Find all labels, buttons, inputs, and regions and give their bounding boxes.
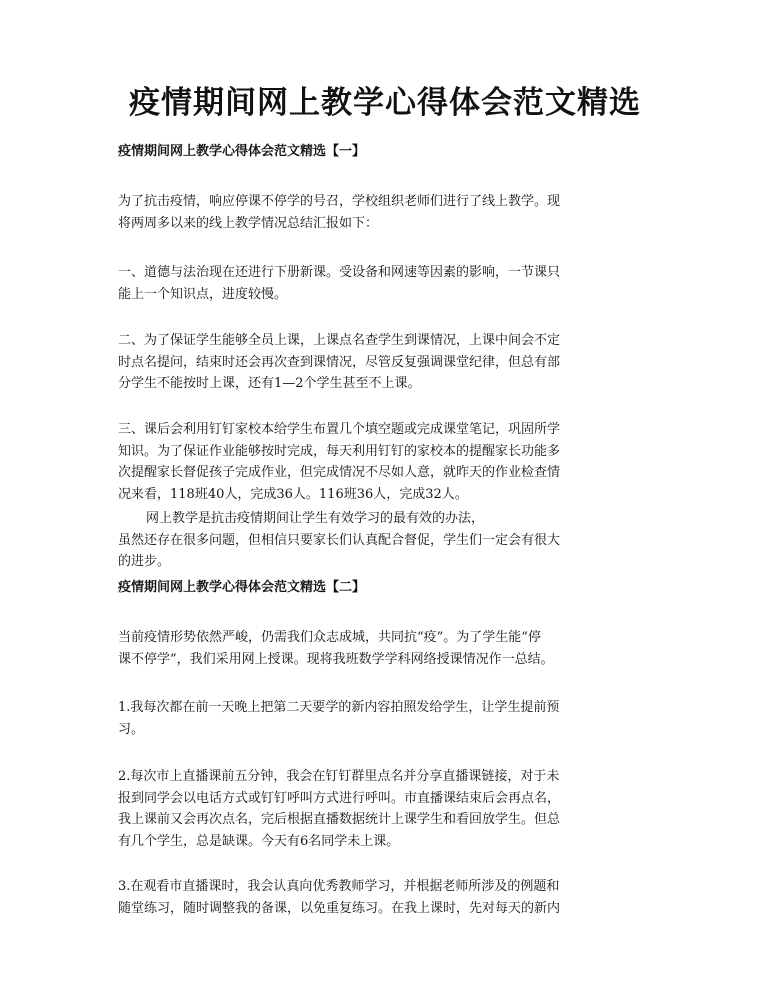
- section-heading-1: 疫情期间网上教学心得体会范文精选【一】: [118, 144, 366, 159]
- paragraph: [118, 876, 652, 919]
- text-line: 有几个学生，总是缺课。今天有6名同学未上课。: [118, 833, 400, 849]
- section-heading-2: 疫情期间网上教学心得体会范文精选【二】: [118, 580, 366, 595]
- paragraph: [118, 627, 652, 670]
- text-line: 习。: [118, 721, 145, 737]
- text-line: 时点名提问，结束时还会再次查到课情况，尽管反复强调课堂纪律，但总有部: [118, 354, 561, 370]
- text-line: 2.每次市上直播课前五分钟，我会在钉钉群里点名并分享直播课链接，对于未: [118, 769, 560, 784]
- text-line: 将两周多以来的线上教学情况总结汇报如下：: [118, 215, 379, 231]
- paragraph: [118, 508, 652, 573]
- paragraph: [118, 191, 652, 234]
- text-line: 3.在观看市直播课时，我会认真向优秀教师学习，并根据老师所涉及的例题和: [118, 879, 560, 894]
- document-title: 疫情期间网上教学心得体会范文精选: [129, 85, 641, 121]
- text-line: 况来看，118班40人，完成36人。116班36人，完成32人。: [118, 486, 468, 502]
- text-line: 当前疫情形势依然严峻，仍需我们众志成城，共同抗“疫”。为了学生能“停: [118, 630, 541, 645]
- paragraph: [118, 330, 652, 395]
- text-line: 能上一个知识点，进度较慢。: [118, 286, 288, 302]
- paragraph: [118, 766, 652, 852]
- text-line: 网上教学是抗击疫情期间让学生有效学习的最有效的办法，: [146, 511, 485, 526]
- text-line: 知识。为了保证作业能够按时完成，每天利用钉钉的家校本的提醒家长功能多: [118, 443, 561, 459]
- text-line: 次提醒家长督促孩子完成作业，但完成情况不尽如人意，就昨天的作业检查情: [118, 465, 561, 480]
- paragraph: [118, 697, 652, 740]
- text-line: 的进步。: [118, 554, 171, 569]
- text-line: 二、为了保证学生能够全员上课，上课点名查学生到课情况，上课中间会不定: [118, 333, 561, 348]
- text-line: 1.我每次都在前一天晚上把第二天要学的新内容拍照发给学生，让学生提前预: [118, 700, 560, 715]
- text-line: 三、课后会利用钉钉家校本给学生布置几个填空题或完成课堂笔记，巩固所学: [118, 422, 561, 437]
- text-line: 一、道德与法治现在还进行下册新课。受设备和网速等因素的影响，一节课只: [118, 265, 561, 280]
- paragraph: [118, 262, 652, 305]
- text-line: 分学生不能按时上课，还有1—2个学生甚至不上课。: [118, 376, 421, 391]
- text-line: 课不停学”，我们采用网上授课。现将我班数学学科网络授课情况作一总结。: [118, 651, 554, 667]
- text-line: 虽然还存在很多问题，但相信只要家长们认真配合督促，学生们一定会有很大: [118, 532, 561, 548]
- text-line: 报到同学会以电话方式或钉钉呼叫方式进行呼叫。市直播课结束后会再点名，: [118, 790, 561, 806]
- text-line: 我上课前又会再次点名，完后根据直播数据统计上课学生和看回放学生。但总: [118, 812, 561, 827]
- paragraph: [118, 419, 652, 505]
- text-line: 为了抗击疫情，响应停课不停学的号召，学校组织老师们进行了线上教学。现: [118, 194, 561, 209]
- text-line: 随堂练习，随时调整我的备课，以免重复练习。在我上课时，先对每天的新内: [118, 900, 561, 916]
